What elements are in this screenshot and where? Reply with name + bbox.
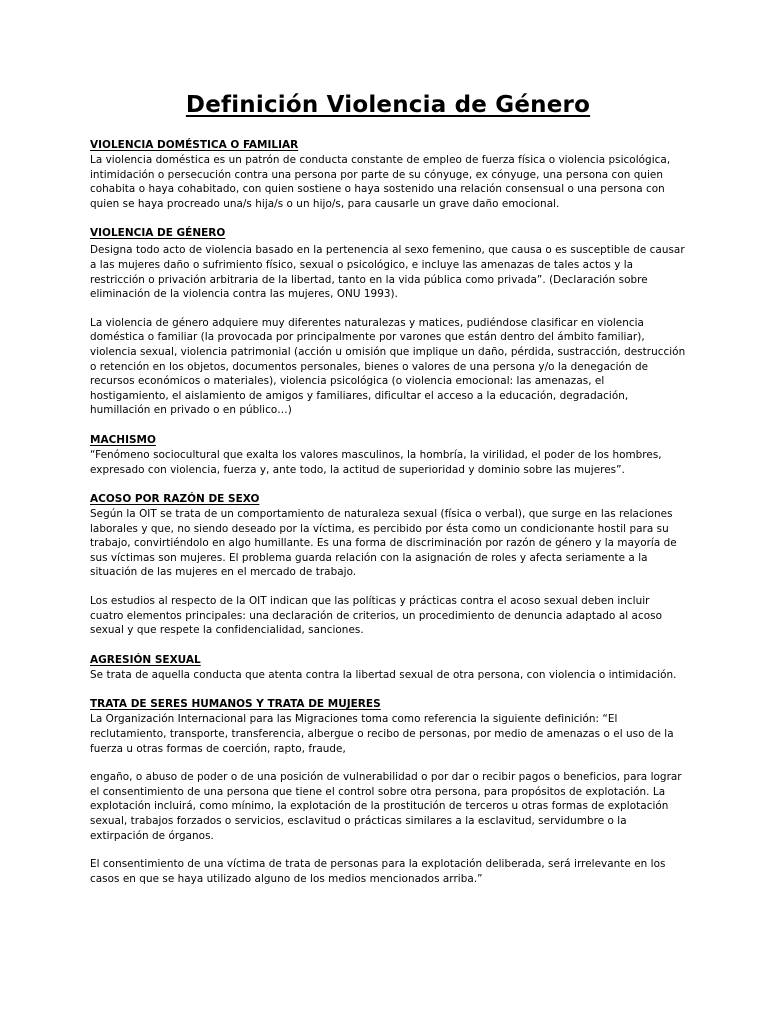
paragraph: Los estudios al respecto de la OIT indican que las políticas y prácticas contra el acoso sexual deben incluir cuatro elementos principales: una declaración de criterios, un procedimiento de denuncia adaptado al acoso sexual y que respete la confidencialidad, sanciones. — [90, 595, 662, 637]
paragraph: engaño, o abuso de poder o de una posición de vulnerabilidad o por dar o recibir pagos o beneficios, para lograr el consentimiento de una persona que tiene el control sobre otra persona, para propósitos de explotación. La explotación incluirá, como mínimo, la explotación de la prostitución de terceros u otras formas de explotación sexual, trabajos forzados o servicios, esclavitud o prácticas similares a la esclavitud, servidumbre o la extirpación de órganos. — [90, 771, 682, 842]
section-heading: VIOLENCIA DE GÉNERO — [90, 227, 226, 240]
section-heading: MACHISMO — [90, 433, 156, 446]
paragraph: Según la OIT se trata de un comportamiento de naturaleza sexual (física o verbal), que surge en las relaciones laborales y que, no siendo deseado por la víctima, es percibido por ésta como un condicionante hostil para su trabajo, convirtiéndolo en algo humillante. Es una forma de discriminación por razón de género y la mayoría de sus víctimas son mujeres. El problema guarda relación con la asignación de roles y afecta seriamente a la situación de las mujeres en el mercado de trabajo. — [90, 508, 677, 579]
section-heading: AGRESIÓN SEXUAL — [90, 653, 201, 666]
section-domestic-violence — [90, 138, 686, 211]
section-human-trafficking — [90, 697, 686, 886]
section-sexual-aggression — [90, 653, 686, 683]
section-gender-violence — [90, 226, 686, 418]
document-title: Definición Violencia de Género — [185, 92, 591, 118]
section-sexual-harassment — [90, 492, 686, 638]
paragraph: Designa todo acto de violencia basado en la pertenencia al sexo femenino, que causa o es susceptible de causar a las mujeres daño o sufrimiento físico, sexual o psicológico, e incluye las amenazas de tales actos y la restricción o privación arbitraria de la libertad, tanto en la vida pública como privada”. (Declaración sobre eliminación de la violencia contra las mujeres, ONU 1993). — [90, 244, 685, 301]
section-machismo — [90, 433, 686, 477]
paragraph: La Organización Internacional para las Migraciones toma como referencia la siguiente definición: “El reclutamiento, transporte, transferencia, albergue o recibo de personas, por medio de amenazas o el uso de la fuerza u otras formas de coerción, rapto, fraude, — [90, 713, 674, 755]
paragraph: La violencia de género adquiere muy diferentes naturalezas y matices, pudiéndose clasificar en violencia doméstica o familiar (la provocada por principalmente por varones que están dentro del ámbito familiar), violencia sexual, violencia patrimonial (acción u omisión que implique un daño, pérdida, sustracción, destrucción o retención en los objetos, documentos personales, bienes o valores de una persona y/o la denegación de recursos económicos o materiales), violencia psicológica (o violencia emocional: las amenazas, el hostigamiento, el aislamiento de amigos y familiares, dificultar el acceso a la educación, degradación, humillación en privado o en público…) — [90, 316, 686, 417]
paragraph: Se trata de aquella conducta que atenta contra la libertad sexual de otra persona, con violencia o intimidación. — [90, 668, 677, 681]
paragraph: “Fenómeno sociocultural que exalta los valores masculinos, la hombría, la virilidad, el poder de los hombres, expresado con violencia, fuerza y, ante todo, la actitud de superioridad y dominio sobre las mujeres”. — [90, 448, 662, 476]
section-heading: TRATA DE SERES HUMANOS Y TRATA DE MUJERES — [90, 698, 381, 711]
section-heading: VIOLENCIA DOMÉSTICA O FAMILIAR — [90, 139, 299, 151]
section-heading: ACOSO POR RAZÓN DE SEXO — [90, 493, 260, 506]
paragraph: El consentimiento de una víctima de trata de personas para la explotación deliberada, será irrelevante en los casos en que se haya utilizado alguno de los medios mencionados arriba.” — [90, 858, 666, 885]
paragraph: La violencia doméstica es un patrón de conducta constante de empleo de fuerza física o violencia psicológica, intimidación o persecución contra una persona por parte de su cónyuge, ex cónyuge, una persona con quien cohabita o haya cohabitado, con quien sostiene o haya sostenido una relación consensual o una persona con quien se haya procreado una/s hija/s o un hijo/s, para causarle un grave daño emocional. — [90, 154, 671, 210]
